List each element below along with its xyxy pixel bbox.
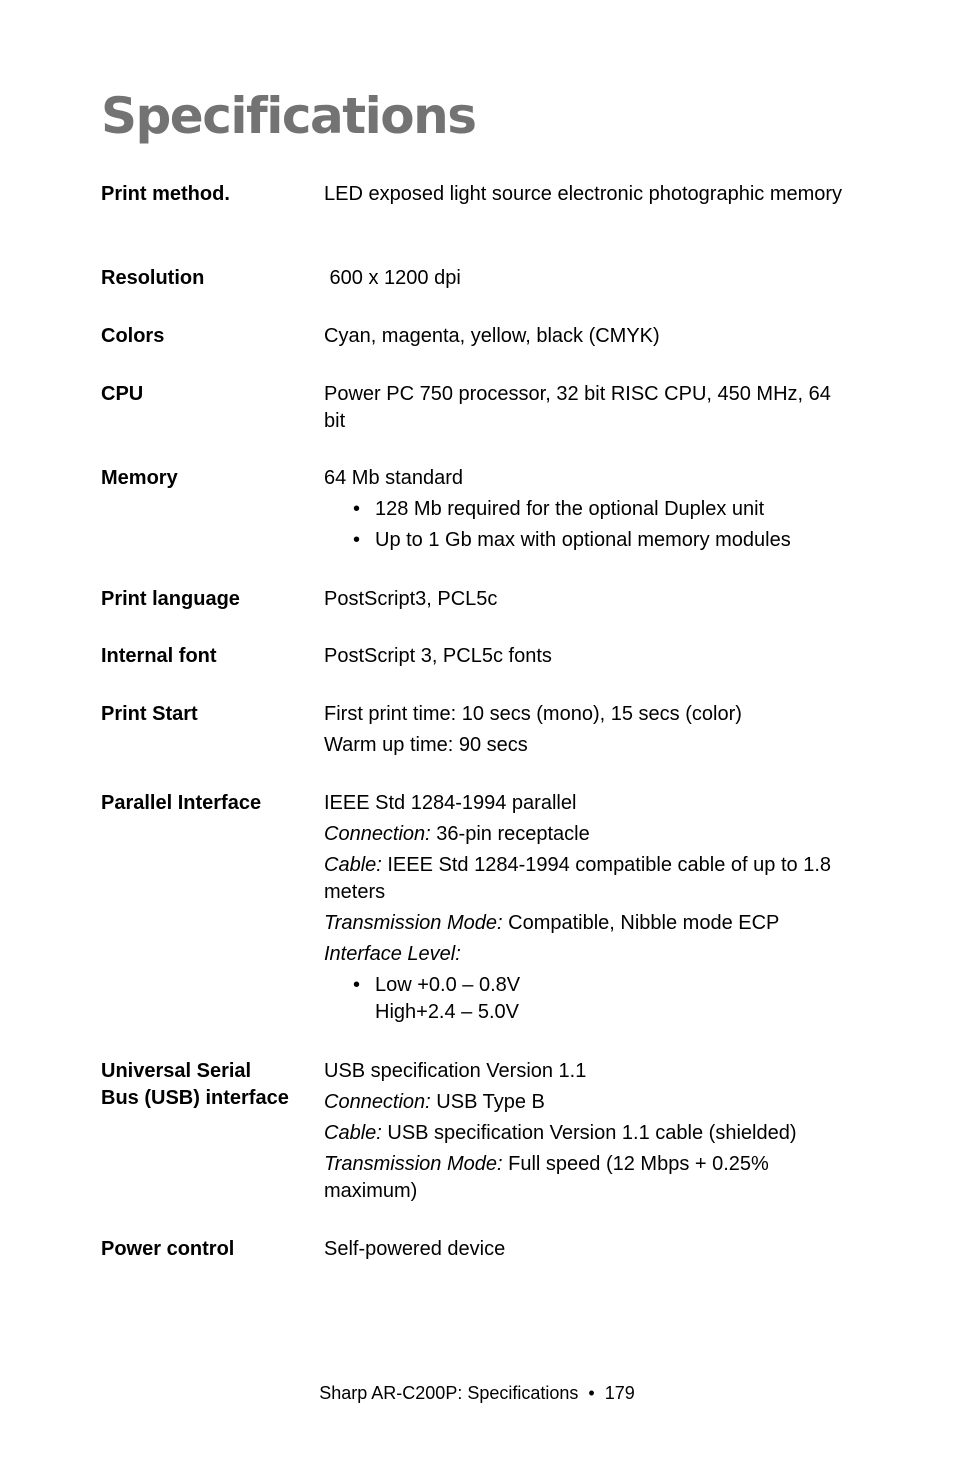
list-item-text: Up to 1 Gb max with optional memory modules: [375, 529, 791, 551]
field-label: Interface Level:: [324, 943, 461, 965]
parallel-transmission: [324, 910, 854, 937]
level-high: High+2.4 – 5.0V: [375, 1001, 519, 1023]
spec-value: PostScript3, PCL5c: [324, 588, 498, 610]
field-label: Cable:: [324, 854, 382, 876]
field-value: USB specification Version 1.1 cable (shielded): [381, 1122, 797, 1144]
spec-value: Cyan, magenta, yellow, black (CMYK): [324, 325, 660, 347]
spec-label: Print language: [101, 588, 240, 610]
field-label: Transmission Mode:: [324, 1153, 503, 1175]
spec-value: LED exposed light source electronic photographic memory: [324, 183, 843, 205]
parallel-cable: [324, 852, 854, 906]
spec-value-block: [324, 790, 854, 1026]
first-print-time: First print time: 10 secs (mono), 15 secs (color): [324, 703, 742, 725]
field-value: IEEE Std 1284-1994 compatible cable of up to 1.8 meters: [324, 854, 837, 903]
page-footer: Sharp AR-C200P: Specifications • 179: [319, 1383, 635, 1403]
spec-value: Self-powered device: [324, 1238, 506, 1260]
field-value: Full speed (12 Mbps + 0.25% maximum): [324, 1153, 775, 1202]
spec-value-block: [324, 1058, 854, 1205]
bullet-icon: •: [353, 974, 361, 996]
field-label: Cable:: [324, 1122, 382, 1144]
usb-connection: [324, 1089, 854, 1116]
field-value: 36-pin receptacle: [430, 823, 590, 845]
bullet-icon: •: [353, 529, 361, 551]
spec-label: Print Start: [101, 703, 198, 725]
spec-value: 600 x 1200 dpi: [324, 267, 461, 289]
level-low: Low +0.0 – 0.8V: [375, 974, 521, 996]
spec-label: Colors: [101, 325, 165, 347]
spec-value: Power PC 750 processor, 32 bit RISC CPU, 450 MHz, 64 bit: [324, 383, 831, 432]
spec-value-block: [324, 701, 854, 759]
field-label: Transmission Mode:: [324, 912, 503, 934]
parallel-standard: IEEE Std 1284-1994 parallel: [324, 792, 577, 814]
list-item: [324, 972, 854, 1026]
field-label: Connection:: [324, 823, 431, 845]
spec-value: PostScript 3, PCL5c fonts: [324, 645, 552, 667]
spec-label: Power control: [101, 1238, 235, 1260]
usb-transmission: [324, 1151, 854, 1205]
usb-standard: USB specification Version 1.1: [324, 1060, 587, 1082]
field-value: Compatible, Nibble mode ECP: [502, 912, 780, 934]
page-title: Specifications: [101, 87, 476, 145]
memory-standard: 64 Mb standard: [324, 467, 463, 489]
spec-label: Internal font: [101, 645, 217, 667]
spec-label: Resolution: [101, 267, 205, 289]
spec-label: Print method.: [101, 183, 230, 205]
warm-up-time: Warm up time: 90 secs: [324, 734, 528, 756]
spec-label: Universal Serial Bus (USB) interface: [101, 1060, 289, 1109]
field-label: Connection:: [324, 1091, 431, 1113]
bullet-icon: •: [353, 498, 361, 520]
spec-label: Parallel Interface: [101, 792, 262, 814]
parallel-interface-level: [324, 941, 854, 968]
list-item: [324, 496, 854, 523]
spec-label: Memory: [101, 467, 178, 489]
list-item-text: 128 Mb required for the optional Duplex unit: [375, 498, 765, 520]
spec-label: CPU: [101, 383, 144, 405]
usb-cable: [324, 1120, 854, 1147]
parallel-connection: [324, 821, 854, 848]
field-value: USB Type B: [430, 1091, 545, 1113]
list-item: [324, 527, 854, 554]
spec-value-block: [324, 465, 854, 554]
